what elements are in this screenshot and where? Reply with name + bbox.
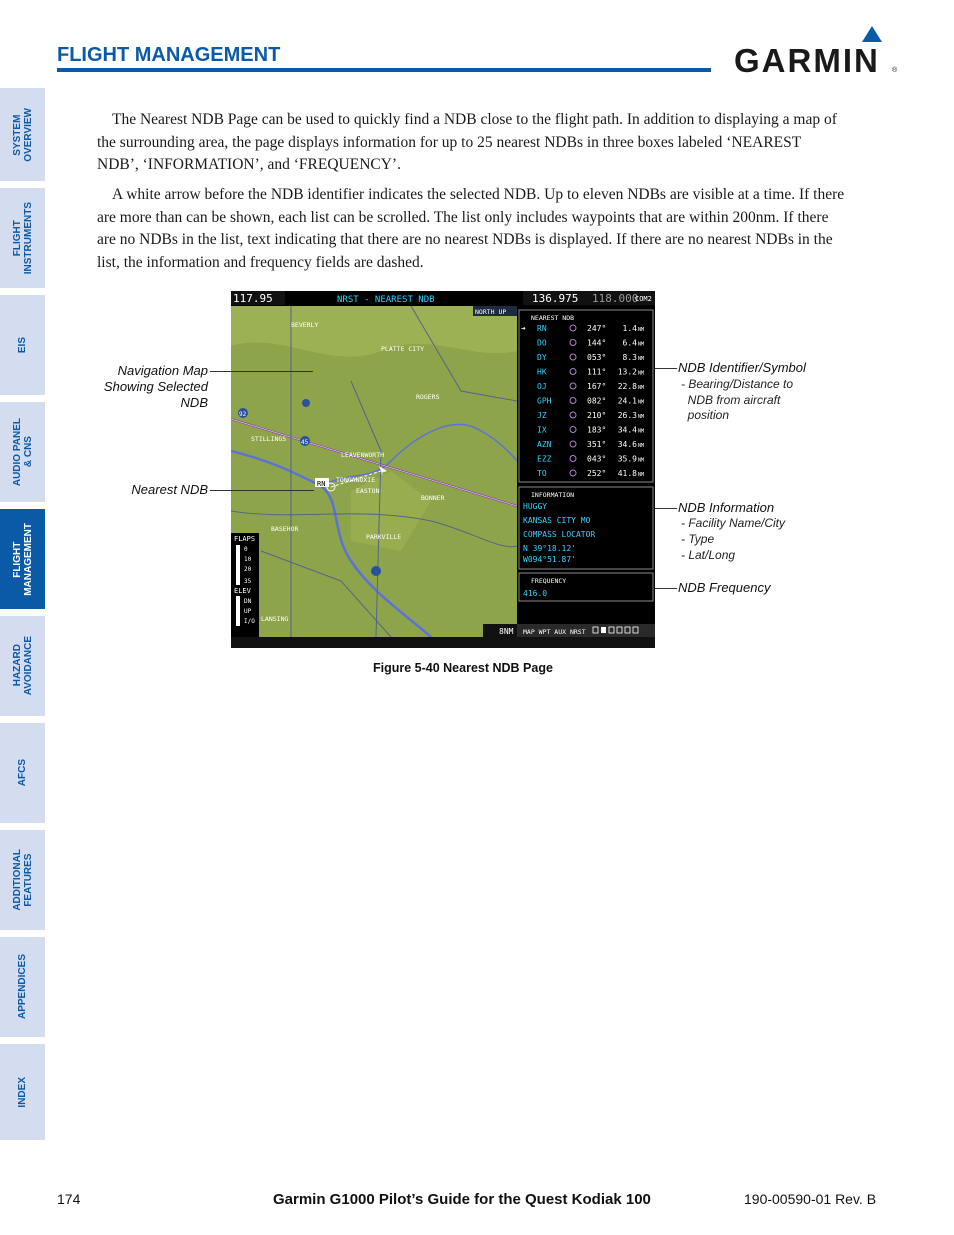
ndb-distance-unit: NM — [638, 327, 645, 333]
paragraph-intro: The Nearest NDB Page can be used to quickly find a NDB close to the flight path. In addition to displaying a map of the surrounding area, the page displays information for up to 25 nearest NDBs in three boxes labeled ‘NEAREST NDB’, ‘INFORMATION’, and ‘FREQUENCY’. — [97, 111, 837, 173]
section-title: FLIGHT MANAGEMENT — [57, 44, 281, 66]
svg-text:PARKVILLE: PARKVILLE — [366, 533, 402, 541]
ndb-bearing: 111° — [587, 367, 607, 377]
svg-text:20: 20 — [244, 566, 252, 573]
ndb-distance-unit: NM — [638, 385, 645, 391]
ndb-distance-unit: NM — [638, 443, 645, 449]
svg-text:HUGGY: HUGGY — [523, 502, 548, 511]
ndb-distance-unit: NM — [638, 370, 645, 377]
tab-additional-features[interactable]: ADDITIONAL FEATURES — [0, 830, 45, 930]
svg-text:FREQUENCY: FREQUENCY — [531, 577, 567, 585]
svg-text:BONNER: BONNER — [421, 494, 445, 502]
svg-text:ELEV: ELEV — [234, 587, 251, 595]
ndb-bearing: 183° — [587, 425, 607, 435]
svg-text:8NM: 8NM — [499, 627, 514, 636]
svg-text:LANSING: LANSING — [261, 615, 289, 623]
svg-text:EASTON: EASTON — [356, 487, 380, 495]
callout-ndb-frequency: NDB Frequency — [678, 580, 771, 595]
page-number: 174 — [57, 1191, 81, 1207]
callout-ndb-info-type: - Type — [681, 532, 715, 546]
svg-text:BEVERLY: BEVERLY — [291, 321, 319, 329]
svg-text:PLATTE CITY: PLATTE CITY — [381, 345, 425, 353]
tab-index[interactable]: INDEX — [0, 1044, 45, 1140]
ndb-distance-unit: NM — [638, 414, 645, 420]
garmin-logo — [734, 24, 900, 76]
svg-text:92: 92 — [239, 411, 247, 418]
header-rule — [57, 68, 711, 72]
svg-text:TONGANOXIE: TONGANOXIE — [336, 476, 376, 484]
ndb-bearing: 247° — [587, 324, 607, 333]
ndb-identifier: GPH — [537, 396, 552, 406]
svg-text:10: 10 — [244, 556, 252, 563]
callout-nearest-ndb: Nearest NDB — [131, 482, 208, 497]
svg-text:DN: DN — [244, 598, 252, 605]
ndb-bearing: 053° — [587, 353, 607, 362]
ndb-identifier: RN — [537, 324, 547, 333]
ndb-bearing: 252° — [587, 469, 607, 478]
svg-text:45: 45 — [301, 439, 309, 446]
leader-nearest-ndb — [210, 490, 314, 491]
tab-flight-management[interactable]: FLIGHT MANAGEMENT — [0, 509, 45, 609]
tab-appendices[interactable]: APPENDICES — [0, 937, 45, 1037]
ndb-bearing: 210° — [587, 411, 607, 420]
svg-text:BASEHOR: BASEHOR — [271, 525, 299, 533]
com-active: 136.975 — [532, 292, 579, 305]
tab-audio-panel[interactable]: AUDIO PANEL & CNS — [0, 402, 45, 502]
document-number: 190-00590-01 Rev. B — [744, 1191, 877, 1207]
ndb-distance-unit: NM — [638, 399, 645, 406]
callout-ndb-identifier-detail: - Bearing/Distance to NDB from aircraft position — [681, 377, 794, 422]
ndb-identifier: HK — [537, 367, 547, 377]
svg-text:UP: UP — [244, 608, 252, 615]
callout-ndb-info-latlong: - Lat/Long — [681, 548, 736, 562]
ndb-distance: 6.4 — [622, 338, 637, 348]
svg-text:N 39°18.12': N 39°18.12' — [523, 544, 576, 553]
ndb-identifier: IX — [537, 425, 547, 435]
ndb-distance: 13.2 — [617, 367, 637, 377]
leader-ndb-id — [655, 368, 677, 369]
map-ndb-tag: RN — [317, 480, 326, 488]
page-title: NRST - NEAREST NDB — [337, 295, 435, 305]
svg-text:LEAVENWORTH: LEAVENWORTH — [341, 451, 385, 459]
svg-text:NEAREST NDB: NEAREST NDB — [531, 314, 575, 322]
ndb-distance: 8.3 — [622, 353, 637, 362]
ndb-bearing: 043° — [587, 454, 607, 464]
footer-title: Garmin G1000 Pilot’s Guide for the Quest Kodiak 100 — [273, 1191, 651, 1208]
tab-hazard-avoidance[interactable]: HAZARD AVOIDANCE — [0, 616, 45, 716]
figure-caption: Figure 5-40 Nearest NDB Page — [373, 661, 553, 675]
callout-ndb-info-name: - Facility Name/City — [681, 516, 786, 530]
tab-afcs[interactable]: AFCS — [0, 723, 45, 823]
paragraph-selection: A white arrow before the NDB identifier indicates the selected NDB. Up to eleven NDBs are visible at a time. If there are more than can be shown, each list can be scrolled. The list only includes waypoints that are within 200nm. If there are no NDBs in the list, text indicating that there are no nearest NDBs is displayed. If there are no nearest NDBs in the list, the information and frequency fields are dashed. — [97, 186, 845, 271]
ndb-distance: 22.8 — [617, 382, 637, 391]
callout-ndb-information: NDB Information — [678, 500, 775, 515]
svg-text:I/O: I/O — [244, 618, 255, 625]
nearest-ndb-screen — [231, 291, 655, 648]
leader-ndb-frequency — [655, 588, 677, 589]
ndb-identifier: JZ — [537, 411, 547, 420]
ndb-distance: 41.8 — [617, 469, 637, 478]
leader-ndb-info — [655, 508, 677, 509]
leader-navigation-map — [210, 371, 313, 372]
ndb-identifier: OJ — [537, 382, 547, 391]
ndb-distance-unit: NM — [638, 472, 645, 478]
svg-text:COMPASS LOCATOR: COMPASS LOCATOR — [523, 530, 596, 539]
svg-text:ROGERS: ROGERS — [416, 393, 440, 401]
com-standby: 118.000 — [592, 292, 639, 305]
ndb-distance: 34.4 — [617, 425, 637, 435]
ndb-distance-unit: NM — [638, 428, 645, 435]
ndb-bearing: 082° — [587, 396, 607, 406]
ndb-bearing: 351° — [587, 440, 607, 449]
ndb-identifier: AZN — [537, 440, 552, 449]
svg-text:®: ® — [892, 67, 898, 74]
svg-text:35: 35 — [244, 578, 252, 585]
svg-text:INFORMATION: INFORMATION — [531, 491, 575, 499]
ndb-distance: 24.1 — [617, 396, 637, 406]
svg-text:0: 0 — [244, 546, 248, 553]
callout-navigation-map: Navigation Map Showing Selected NDB — [103, 363, 208, 410]
ndb-distance: 34.6 — [617, 440, 637, 449]
ndb-distance: 26.3 — [617, 411, 637, 420]
ndb-bearing: 144° — [587, 338, 607, 348]
ndb-distance: 1.4 — [622, 324, 637, 333]
svg-text:FLAPS: FLAPS — [234, 535, 256, 543]
tab-eis[interactable]: EIS — [0, 295, 45, 395]
ndb-distance-unit: NM — [638, 356, 645, 362]
com-label: COM2 — [635, 295, 652, 303]
svg-text:W094°51.87': W094°51.87' — [523, 555, 576, 564]
ndb-distance-unit: NM — [638, 457, 645, 464]
svg-text:KANSAS CITY MO: KANSAS CITY MO — [523, 516, 591, 525]
svg-text:NORTH UP: NORTH UP — [475, 308, 507, 316]
ndb-bearing: 167° — [587, 382, 607, 391]
svg-text:416.0: 416.0 — [523, 589, 548, 598]
nav-frequency: 117.95 — [233, 292, 273, 305]
ndb-identifier: DO — [537, 338, 547, 348]
svg-text:GARMIN: GARMIN — [734, 42, 880, 76]
tab-flight-instruments[interactable]: FLIGHT INSTRUMENTS — [0, 188, 45, 288]
ndb-distance-unit: NM — [638, 341, 645, 348]
ndb-identifier: EZZ — [537, 454, 552, 464]
svg-text:MAP WPT AUX NRST: MAP WPT AUX NRST — [523, 628, 586, 636]
ndb-identifier: DY — [537, 353, 547, 362]
callout-ndb-identifier: NDB Identifier/Symbol — [678, 360, 806, 375]
svg-text:STILLINGS: STILLINGS — [251, 435, 287, 443]
mfd-display — [231, 291, 655, 648]
ndb-distance: 35.9 — [617, 454, 637, 464]
ndb-identifier: TO — [537, 469, 547, 478]
svg-text:➔: ➔ — [521, 324, 526, 333]
tab-system-overview[interactable]: SYSTEM OVERVIEW — [0, 88, 45, 181]
